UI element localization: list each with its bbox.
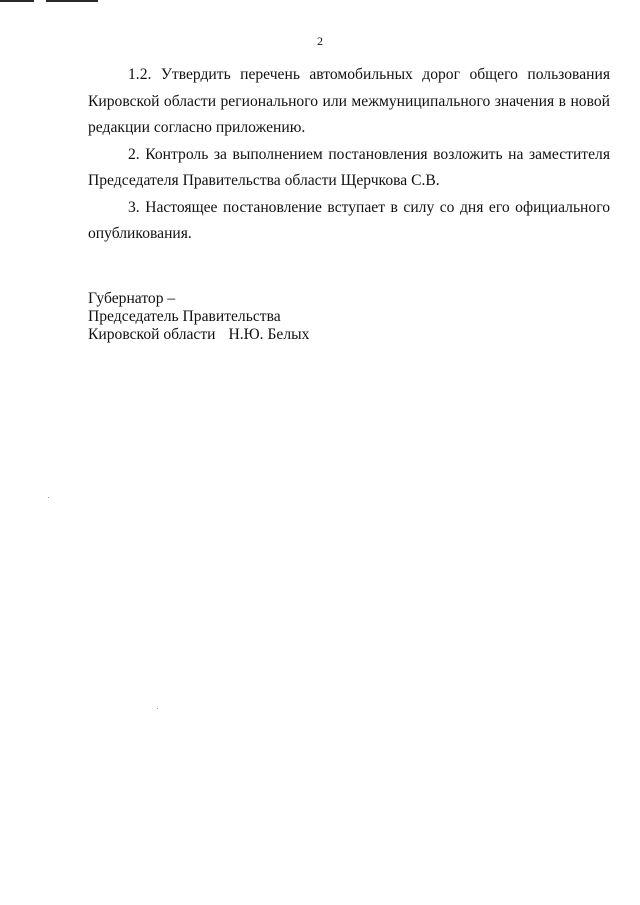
- page-number: 2: [317, 34, 323, 48]
- signature-title-governor: Губернатор –: [88, 290, 176, 307]
- scan-artifact: [46, 0, 98, 2]
- paragraph-2: 2. Контроль за выполнением постановления возложить на заместителя Председателя Правительства области Щерчкова С.В.: [88, 145, 610, 189]
- paragraph-1-2: 1.2. Утвердить перечень автомобильных дорог общего пользования Кировской области регионального или межмуниципального значения в новой редакции согласно приложению.: [88, 66, 610, 136]
- scan-speck: [48, 497, 49, 498]
- signature-region-line: [88, 326, 309, 344]
- paragraph-3: 3. Настоящее постановление вступает в силу со дня его официального опубликования.: [88, 198, 610, 242]
- document-body: [88, 62, 610, 248]
- scan-artifact: [0, 0, 34, 2]
- signature-name: Н.Ю. Белых: [228, 326, 310, 343]
- scan-speck: [157, 708, 158, 709]
- signature-region: Кировской области: [88, 326, 216, 343]
- signature-block: [88, 290, 309, 344]
- signature-title-chairman: Председатель Правительства: [88, 308, 281, 325]
